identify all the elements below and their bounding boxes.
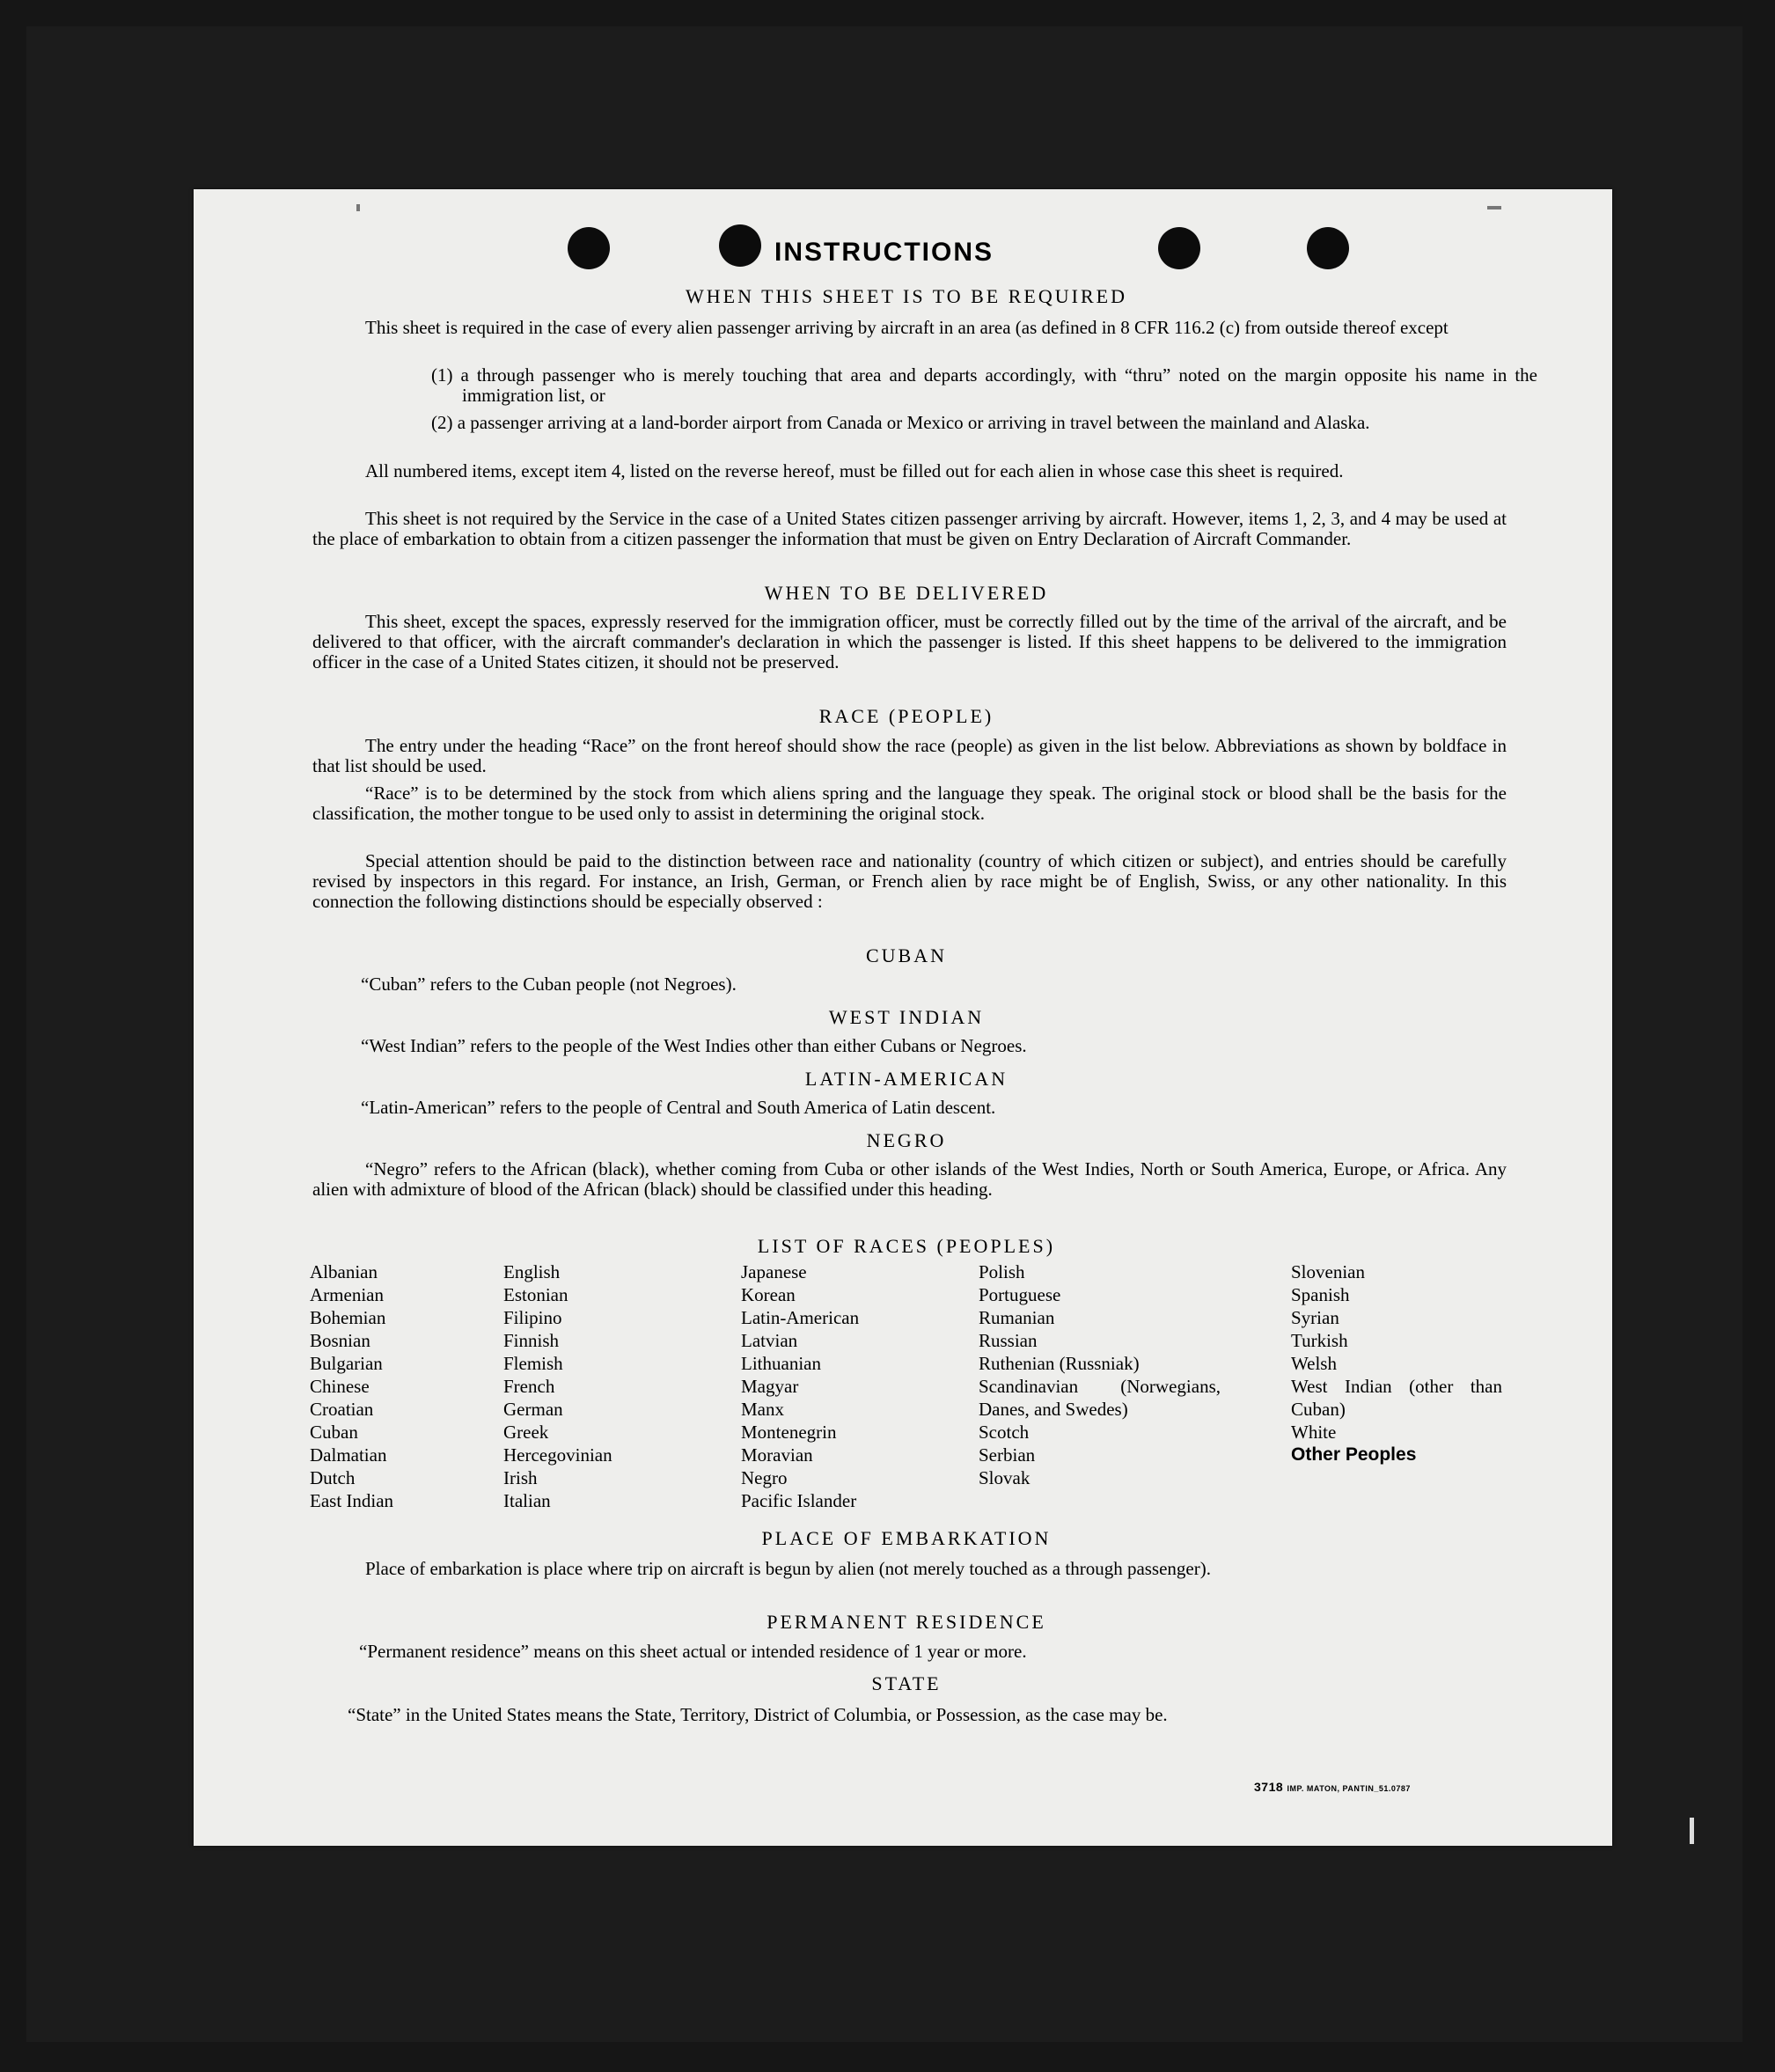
race-column bbox=[310, 1260, 486, 1512]
paragraph: All numbered items, except item 4, listed on the reverse hereof, must be filled out for each alien in whose case this sheet is required. bbox=[365, 460, 1344, 481]
paragraph: This sheet, except the spaces, expressly reserved for the immigration officer, must be correctly filled out by the time of the arrival of the aircraft, and be delivered to that officer, with the aircraft commander's declaration in which the passenger is listed. If this sheet happens to be delivered to the immigration officer in the case of a United States citizen, it should not be preserved. bbox=[312, 611, 1507, 672]
race-column bbox=[503, 1260, 715, 1512]
race-item: Turkish bbox=[1291, 1330, 1348, 1351]
paragraph: “Latin-American” refers to the people of Central and South America of Latin descent. bbox=[361, 1097, 996, 1118]
race-item: Croatian bbox=[310, 1399, 374, 1420]
race-column bbox=[741, 1260, 961, 1512]
list-item: (2) a passenger arriving at a land-border airport from Canada or Mexico or arriving in travel between the mainland and Alaska. bbox=[431, 412, 1370, 433]
paragraph: “Negro” refers to the African (black), whether coming from Cuba or other islands of the West Indies, North or South America, Europe, or Africa. Any alien with admixture of blood of the African (black) should be classified under this heading. bbox=[312, 1158, 1507, 1200]
section-heading: WEST INDIAN bbox=[828, 1006, 985, 1028]
race-item: Russian bbox=[979, 1330, 1038, 1351]
race-item: Rumanian bbox=[979, 1307, 1055, 1328]
race-item: White bbox=[1291, 1422, 1337, 1443]
race-item: Ruthenian (Russniak) bbox=[979, 1353, 1140, 1374]
race-item: Manx bbox=[741, 1399, 784, 1420]
section-heading: WHEN TO BE DELIVERED bbox=[764, 582, 1049, 604]
race-item: Moravian bbox=[741, 1444, 813, 1466]
paragraph: “State” in the United States means the State, Territory, District of Columbia, or Possession, as the case may be. bbox=[348, 1704, 1168, 1725]
race-item: Negro bbox=[741, 1467, 788, 1488]
race-item: Other Peoples bbox=[1291, 1444, 1417, 1465]
punch-hole bbox=[1307, 227, 1349, 269]
section-heading: PERMANENT RESIDENCE bbox=[766, 1611, 1046, 1633]
list-item: (1) a through passenger who is merely touching that area and departs accordingly, with “thru” noted on the margin opposite his name in the immigration list, or bbox=[431, 364, 1537, 406]
section-heading: WHEN THIS SHEET IS TO BE REQUIRED bbox=[686, 285, 1127, 307]
section-heading: NEGRO bbox=[866, 1129, 947, 1151]
race-item: West Indian (other than Cuban) bbox=[1291, 1376, 1502, 1420]
edge-speck bbox=[1690, 1818, 1694, 1844]
paragraph: “Race” is to be determined by the stock from which aliens spring and the language they speak. The original stock or blood shall be the basis for the classification, the mother tongue to be used only to assist in determining the original stock. bbox=[312, 783, 1507, 824]
section-heading: PLACE OF EMBARKATION bbox=[761, 1527, 1052, 1549]
race-item: Syrian bbox=[1291, 1307, 1339, 1328]
race-item: Welsh bbox=[1291, 1353, 1337, 1374]
section-heading: LIST OF RACES (PEOPLES) bbox=[757, 1235, 1056, 1257]
race-column bbox=[1291, 1260, 1507, 1466]
paragraph: “Permanent residence” means on this sheet actual or intended residence of 1 year or more. bbox=[359, 1641, 1027, 1662]
race-item: Scotch bbox=[979, 1422, 1030, 1443]
page-title: INSTRUCTIONS bbox=[774, 238, 994, 267]
race-item: Greek bbox=[503, 1422, 549, 1443]
race-item: Polish bbox=[979, 1261, 1025, 1282]
race-item: Armenian bbox=[310, 1284, 384, 1305]
race-item: Hercegovinian bbox=[503, 1444, 612, 1466]
paragraph: “West Indian” refers to the people of the West Indies other than either Cubans or Negroes. bbox=[361, 1035, 1027, 1056]
race-item: Korean bbox=[741, 1284, 796, 1305]
race-item: Bohemian bbox=[310, 1307, 386, 1328]
paragraph: “Cuban” refers to the Cuban people (not Negroes). bbox=[361, 974, 737, 995]
race-item: Albanian bbox=[310, 1261, 378, 1282]
section-heading: LATIN-AMERICAN bbox=[804, 1068, 1009, 1090]
punch-hole bbox=[1158, 227, 1200, 269]
race-item: Pacific Islander bbox=[741, 1490, 857, 1511]
race-item: Magyar bbox=[741, 1376, 799, 1397]
race-item: Spanish bbox=[1291, 1284, 1350, 1305]
paragraph: Place of embarkation is place where trip on aircraft is begun by alien (not merely touched as a through passenger). bbox=[365, 1558, 1211, 1579]
race-item: French bbox=[503, 1376, 555, 1397]
paragraph: This sheet is not required by the Service in the case of a United States citizen passenger arriving by aircraft. However, items 1, 2, 3, and 4 may be used at the place of embarkation to obtain from a citizen passenger the information that must be given on Entry Declaration of Aircraft Commander. bbox=[312, 508, 1507, 549]
race-item: Chinese bbox=[310, 1376, 370, 1397]
edge-speck bbox=[1487, 206, 1501, 209]
race-column bbox=[979, 1260, 1234, 1489]
race-item: Japanese bbox=[741, 1261, 807, 1282]
race-item: Filipino bbox=[503, 1307, 562, 1328]
punch-hole bbox=[719, 224, 761, 267]
section-heading: STATE bbox=[871, 1672, 942, 1694]
paragraph: Special attention should be paid to the distinction between race and nationality (country of which citizen or subject), and entries should be carefully revised by inspectors in this regard. For instance, an Irish, German, or French alien by race might be of English, Swiss, or any other nationality. In this connection the following distinctions should be especially observed : bbox=[312, 850, 1507, 912]
section-heading: CUBAN bbox=[865, 944, 947, 966]
race-item: East Indian bbox=[310, 1490, 394, 1511]
paragraph: The entry under the heading “Race” on the front hereof should show the race (people) as given in the list below. Abbreviations as shown by boldface in that list should be used. bbox=[312, 735, 1507, 776]
paragraph: This sheet is required in the case of every alien passenger arriving by aircraft in an area (as defined in 8 CFR 116.2 (c) from outside thereof except bbox=[365, 317, 1449, 338]
form-code: 3718 bbox=[1254, 1780, 1284, 1794]
race-item: Montenegrin bbox=[741, 1422, 837, 1443]
punch-hole bbox=[568, 227, 610, 269]
race-item: German bbox=[503, 1399, 563, 1420]
race-item: Latin-American bbox=[741, 1307, 860, 1328]
race-item: Finnish bbox=[503, 1330, 560, 1351]
race-item: Bosnian bbox=[310, 1330, 370, 1351]
race-item: Flemish bbox=[503, 1353, 563, 1374]
section-heading: RACE (PEOPLE) bbox=[818, 705, 994, 727]
race-item: Irish bbox=[503, 1467, 538, 1488]
race-item: Cuban bbox=[310, 1422, 358, 1443]
race-item: Serbian bbox=[979, 1444, 1036, 1466]
race-item: Slovenian bbox=[1291, 1261, 1365, 1282]
race-item: Dalmatian bbox=[310, 1444, 387, 1466]
race-item: Scandinavian (Norwegians, Danes, and Swedes) bbox=[979, 1376, 1221, 1420]
printer-imprint: IMP. MATON, PANTIN_51.0787 bbox=[1287, 1784, 1411, 1793]
edge-speck bbox=[356, 204, 360, 211]
race-item: Estonian bbox=[503, 1284, 568, 1305]
race-item: Lithuanian bbox=[741, 1353, 821, 1374]
race-item: Slovak bbox=[979, 1467, 1031, 1488]
race-list bbox=[310, 1260, 1507, 1516]
race-item: Latvian bbox=[741, 1330, 798, 1351]
race-item: Dutch bbox=[310, 1467, 356, 1488]
race-item: English bbox=[503, 1261, 561, 1282]
race-item: Italian bbox=[503, 1490, 551, 1511]
race-item: Portuguese bbox=[979, 1284, 1061, 1305]
race-item: Bulgarian bbox=[310, 1353, 383, 1374]
form-number bbox=[1254, 1780, 1411, 1794]
